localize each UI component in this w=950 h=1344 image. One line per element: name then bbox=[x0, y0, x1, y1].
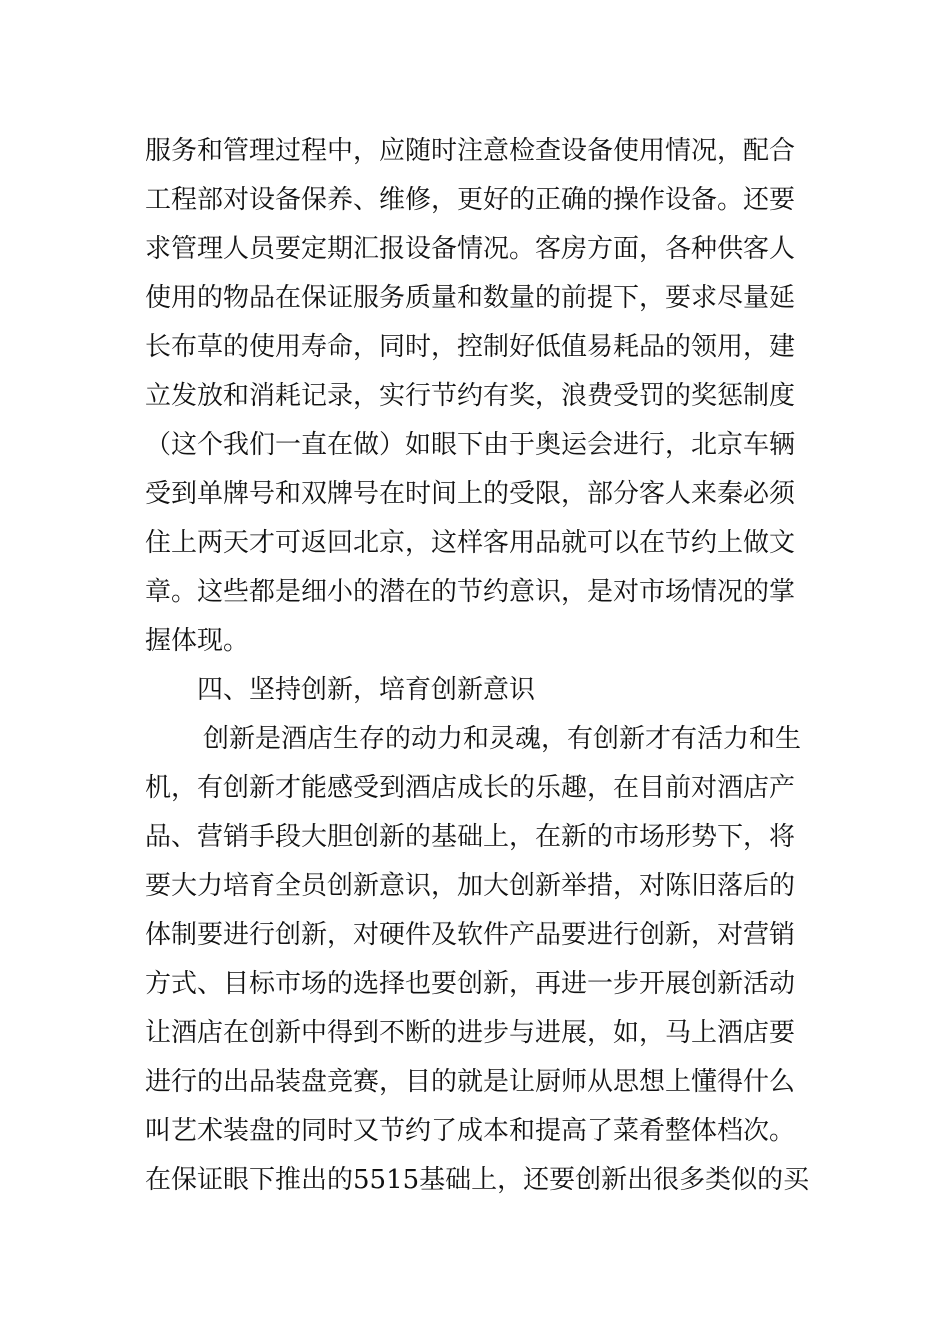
document-body bbox=[145, 127, 810, 1205]
text-line: 品、营销手段大胆创新的基础上，在新的市场形势下，将 bbox=[145, 822, 796, 852]
text-line: 体制要进行创新，对硬件及软件产品要进行创新，对营销 bbox=[145, 920, 796, 950]
text-line: 方式、目标市场的选择也要创新，再进一步开展创新活动 bbox=[145, 969, 796, 999]
text-line: 受到单牌号和双牌号在时间上的受限，部分客人来秦必须 bbox=[145, 479, 796, 509]
text-line: 工程部对设备保养、维修，更好的正确的操作设备。还要 bbox=[145, 185, 796, 215]
text-line: 进行的出品装盘竞赛，目的就是让厨师从思想上懂得什么 bbox=[145, 1067, 796, 1097]
text-line: 立发放和消耗记录，实行节约有奖，浪费受罚的奖惩制度 bbox=[145, 381, 796, 411]
text-line: 求管理人员要定期汇报设备情况。客房方面，各种供客人 bbox=[145, 234, 796, 264]
text-line: 长布草的使用寿命，同时，控制好低值易耗品的领用，建 bbox=[145, 332, 796, 362]
section-heading: 四、坚持创新，培育创新意识 bbox=[197, 675, 536, 705]
text-line: 创新是酒店生存的动力和灵魂，有创新才有活力和生 bbox=[203, 724, 802, 754]
text-line: 要大力培育全员创新意识，加大创新举措，对陈旧落后的 bbox=[145, 871, 796, 901]
text-line: 让酒店在创新中得到不断的进步与进展，如，马上酒店要 bbox=[145, 1018, 796, 1048]
text-line: 握体现。 bbox=[145, 626, 250, 656]
text-line: 住上两天才可返回北京，这样客用品就可以在节约上做文 bbox=[145, 528, 796, 558]
text-line: 机，有创新才能感受到酒店成长的乐趣，在目前对酒店产 bbox=[145, 773, 796, 803]
text-line: （这个我们一直在做）如眼下由于奥运会进行，北京车辆 bbox=[145, 430, 796, 460]
text-line: 使用的物品在保证服务质量和数量的前提下，要求尽量延 bbox=[145, 283, 796, 313]
text-line: 服务和管理过程中，应随时注意检查设备使用情况，配合 bbox=[145, 136, 796, 166]
text-line: 在保证眼下推出的5515基础上，还要创新出很多类似的买 bbox=[145, 1165, 810, 1195]
text-line: 章。这些都是细小的潜在的节约意识，是对市场情况的掌 bbox=[145, 577, 796, 607]
text-line: 叫艺术装盘的同时又节约了成本和提高了菜肴整体档次。 bbox=[145, 1116, 796, 1146]
